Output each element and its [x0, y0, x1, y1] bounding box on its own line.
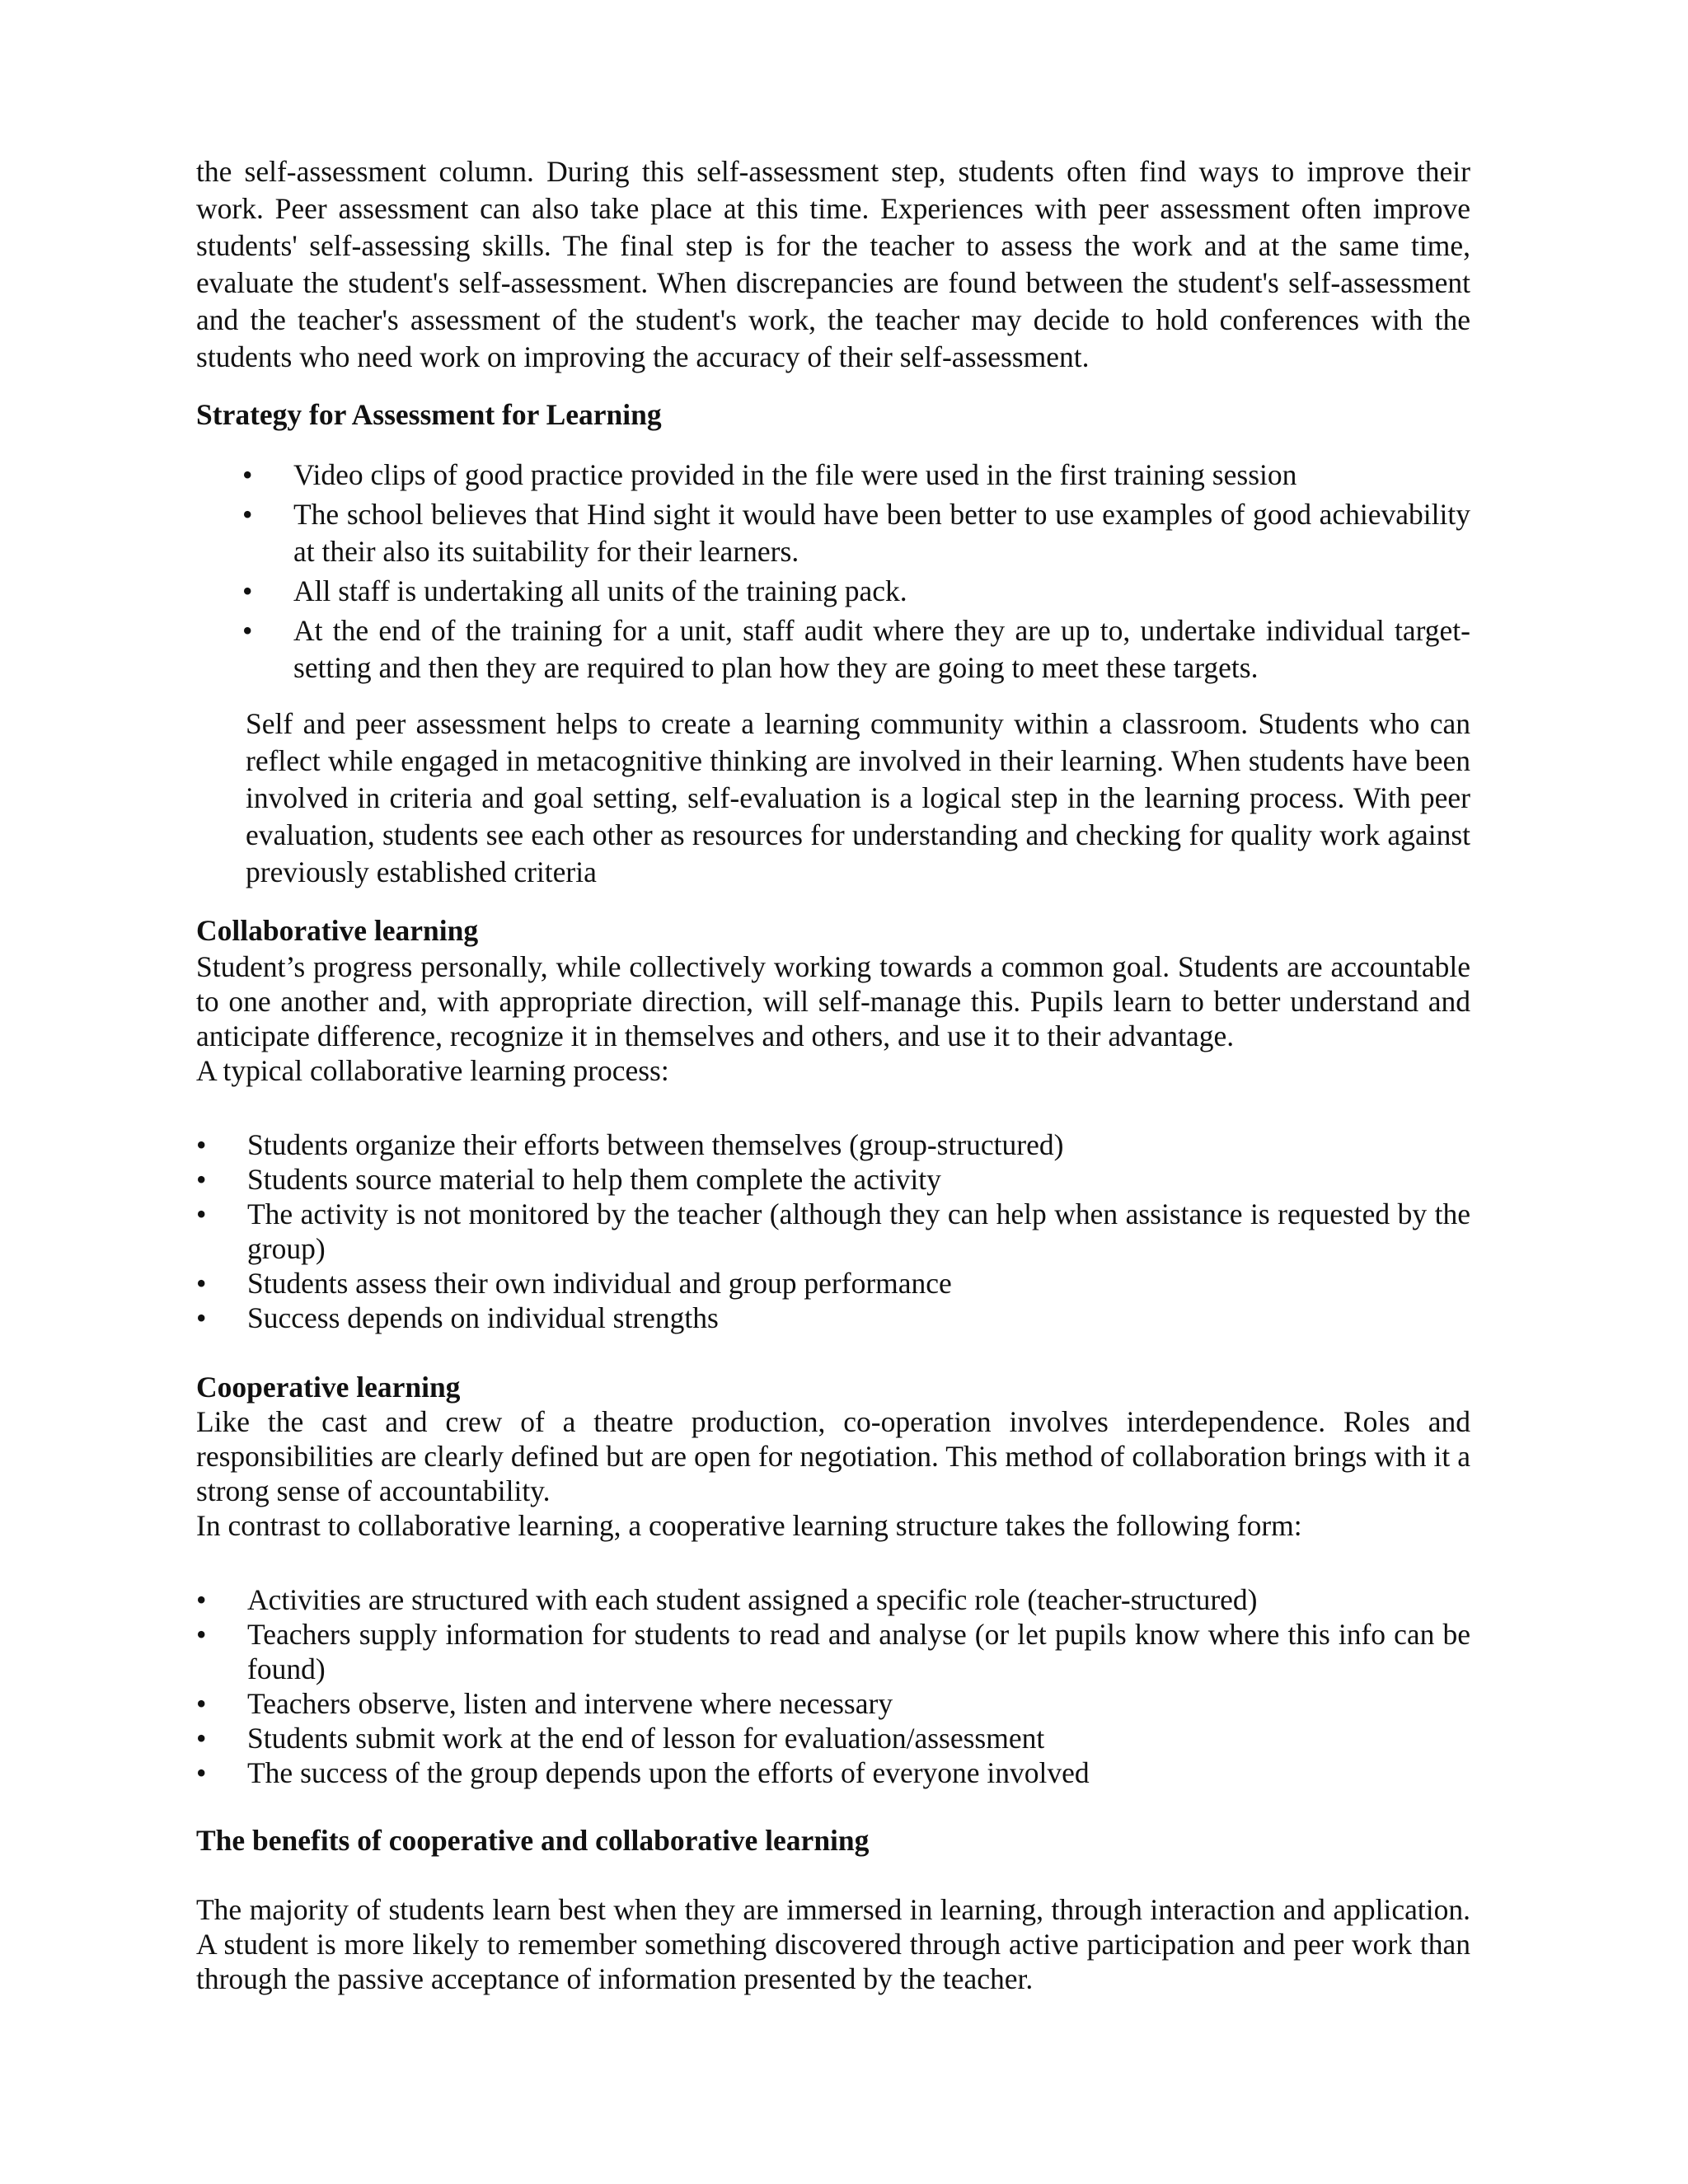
- list-item-text: Success depends on individual strengths: [247, 1301, 719, 1334]
- bullet-icon: •: [242, 574, 253, 607]
- strategy-list: [196, 457, 1470, 687]
- list-item: [196, 1266, 1470, 1301]
- collaborative-paragraph: Student’s progress personally, while collectively working towards a common goal. Students are accountable to one another and, with appropriate direction, will self-manage this. Pupils learn to better understand and anticipate difference, recognize it in themselves and others, and use it to their advantage.: [196, 950, 1470, 1052]
- list-item: [196, 1686, 1470, 1721]
- list-item: [242, 573, 1470, 610]
- list-item: [196, 1617, 1470, 1686]
- bullet-icon: •: [196, 1301, 207, 1334]
- list-item-text: Students submit work at the end of lesson for evaluation/assessment: [247, 1722, 1045, 1755]
- bullet-icon: •: [242, 458, 253, 491]
- list-item: [242, 496, 1470, 570]
- cooperative-list: [196, 1582, 1470, 1790]
- document-page: [196, 153, 1470, 1996]
- list-item-text: At the end of the training for a unit, staff audit where they are up to, undertake individual target-setting and then they are required to plan how they are going to meet these targets.: [293, 614, 1470, 684]
- bullet-icon: •: [196, 1583, 207, 1616]
- bullet-icon: •: [196, 1687, 207, 1720]
- list-item-text: Video clips of good practice provided in the file were used in the first training session: [293, 458, 1297, 491]
- collaborative-list: [196, 1127, 1470, 1335]
- list-item-text: Teachers supply information for students to read and analyse (or let pupils know where this info can be found): [247, 1618, 1470, 1685]
- bullet-icon: •: [196, 1722, 207, 1755]
- list-item: [196, 1721, 1470, 1755]
- cooperative-intro-line: In contrast to collaborative learning, a cooperative learning structure takes the following form:: [196, 1509, 1302, 1542]
- bullet-icon: •: [196, 1267, 207, 1300]
- bullet-icon: •: [196, 1163, 207, 1196]
- bullet-icon: •: [242, 614, 253, 647]
- list-item: [196, 1755, 1470, 1790]
- list-item-text: The activity is not monitored by the teacher (although they can help when assistance is requested by the group): [247, 1197, 1470, 1265]
- list-item: [196, 1301, 1470, 1335]
- list-item-text: Students assess their own individual and group performance: [247, 1267, 952, 1300]
- list-item-text: All staff is undertaking all units of the training pack.: [293, 574, 907, 607]
- bullet-icon: •: [196, 1756, 207, 1789]
- collaborative-heading: Collaborative learning: [196, 914, 479, 947]
- bullet-icon: •: [242, 498, 253, 531]
- list-item: [196, 1582, 1470, 1617]
- bullet-icon: •: [196, 1128, 207, 1161]
- list-item-text: Students source material to help them complete the activity: [247, 1163, 941, 1196]
- benefits-heading: The benefits of cooperative and collaborative learning: [196, 1824, 870, 1857]
- strategy-paragraph: Self and peer assessment helps to create a learning community within a classroom. Students who can reflect while engaged in metacognitive thinking are involved in their learning. When students have been involved in criteria and goal setting, self-evaluation is a logical step in the learning process. With peer evaluation, students see each other as resources for understanding and checking for quality work against previously established criteria: [246, 707, 1470, 888]
- list-item: [196, 1127, 1470, 1162]
- list-item-text: Activities are structured with each student assigned a specific role (teacher-structured): [247, 1583, 1258, 1616]
- bullet-icon: •: [196, 1197, 207, 1230]
- strategy-heading: Strategy for Assessment for Learning: [196, 398, 662, 431]
- list-item-text: The school believes that Hind sight it would have been better to use examples of good achievability at their also its suitability for their learners.: [293, 498, 1470, 568]
- list-item-text: Students organize their efforts between themselves (group-structured): [247, 1128, 1064, 1161]
- cooperative-paragraph: Like the cast and crew of a theatre production, co-operation involves interdependence. Roles and responsibilities are clearly defined but are open for negotiation. This method of collaboration brings with it a strong sense of accountability.: [196, 1405, 1470, 1507]
- list-item-text: Teachers observe, listen and intervene where necessary: [247, 1687, 893, 1720]
- benefits-paragraph: The majority of students learn best when they are immersed in learning, through interaction and application. A student is more likely to remember something discovered through active participation and peer work than through the passive acceptance of information presented by the teacher.: [196, 1893, 1470, 1995]
- list-item-text: The success of the group depends upon the efforts of everyone involved: [247, 1756, 1090, 1789]
- list-item: [196, 1197, 1470, 1266]
- collaborative-intro-line: A typical collaborative learning process:: [196, 1054, 669, 1087]
- cooperative-heading: Cooperative learning: [196, 1371, 461, 1404]
- intro-paragraph: the self-assessment column. During this self-assessment step, students often find ways to improve their work. Peer assessment can also take place at this time. Experiences with peer assessment often improve students' self-assessing skills. The final step is for the teacher to assess the work and at the same time, evaluate the student's self-assessment. When discrepancies are found between the student's self-assessment and the teacher's assessment of the student's work, the teacher may decide to hold conferences with the students who need work on improving the accuracy of their self-assessment.: [196, 155, 1470, 373]
- list-item: [242, 457, 1470, 494]
- list-item: [196, 1162, 1470, 1197]
- bullet-icon: •: [196, 1618, 207, 1651]
- list-item: [242, 612, 1470, 687]
